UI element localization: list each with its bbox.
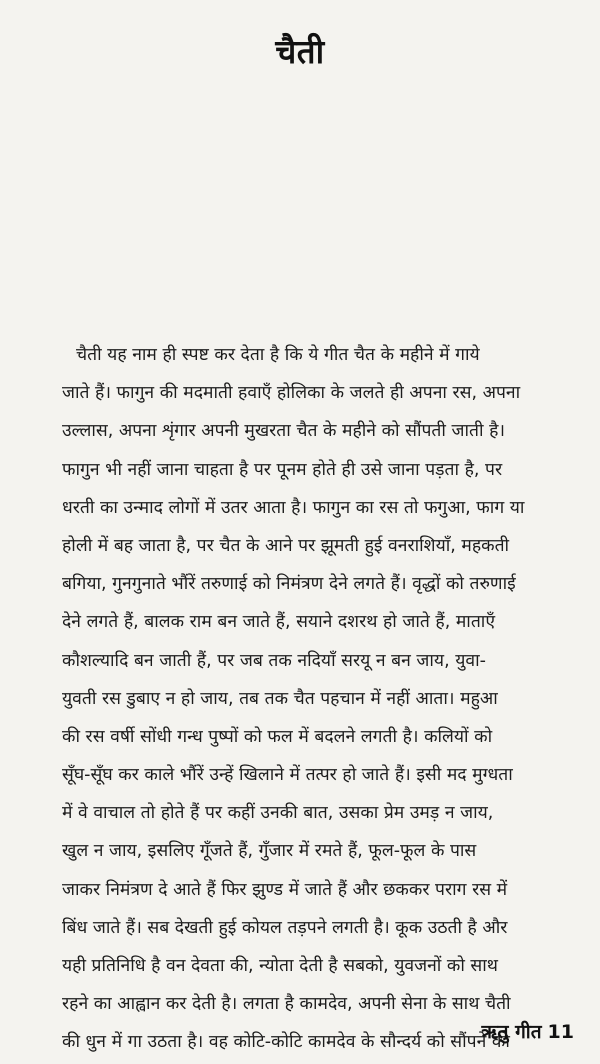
text-line: जाकर निमंत्रण दे आते हैं फिर झुण्ड में जाते हैं और छककर पराग रस में [62,879,508,900]
page-title: चैती [275,32,325,71]
text-line: बिंध जाते हैं। सब देखती हुई कोयल तड़पने लगती है। कूक उठती है और [62,917,508,938]
text-line: की रस वर्षी सोंधी गन्ध पुष्पों को फल में बदलने लगती है। कलियों को [62,726,493,747]
text-line: खुल न जाय, इसलिए गूँजते हैं, गुँजार में रमते हैं, फूल-फूल के पास [62,841,477,862]
text-line: चैती यह नाम ही स्पष्ट कर देता है कि ये गीत चैत के महीने में गाये [76,345,480,365]
book-title: ऋतु गीत [481,1021,542,1043]
text-line: कौशल्यादि बन जाती हैं, पर जब तक नदियाँ सरयू न बन जाय, युवा- [62,650,486,671]
text-line: सूँघ-सूँघ कर काले भौंरें उन्हें खिलाने में तत्पर हो जाते हैं। इसी मद मुग्धता [62,765,513,786]
text-line: होली में बह जाता है, पर चैत के आने पर झूमती हुई वनराशियाँ, महकती [62,535,510,556]
text-line: जाते हैं। फागुन की मदमाती हवाएँ होलिका के जलते ही अपना रस, अपना [62,383,521,404]
page-number: 11 [547,1021,574,1043]
text-line: में वे वाचाल तो होते हैं पर कहीं उनकी बात, उसका प्रेम उमड़ न जाय, [62,803,494,824]
body-paragraph [62,336,574,1062]
text-line: देने लगते हैं, बालक राम बन जाते हैं, सयाने दशरथ हो जाते हैं, माताएँ [62,612,496,633]
text-line: धरती का उन्माद लोगों में उतर आता है। फागुन का रस तो फगुआ, फाग या [62,497,525,518]
text-line: यही प्रतिनिधि है वन देवता की, न्योता देती है सबको, युवजनों को साथ [62,956,498,976]
text-line: की धुन में गा उठता है। वह कोटि-कोटि कामदेव के सौन्दर्य को सौंपने की [62,1032,510,1053]
text-line: रहने का आह्वान कर देती है। लगता है कामदेव, अपनी सेना के साथ चैती [62,994,511,1015]
text-line: बगिया, गुनगुनाते भौंरें तरुणाई को निमंत्रण देने लगते हैं। वृद्धों को तरुणाई [62,574,516,595]
page-footer [481,1018,574,1044]
text-line: फागुन भी नहीं जाना चाहता है पर पूनम होते ही उसे जाना पड़ता है, पर [62,459,503,480]
text-line: उल्लास, अपना शृंगार अपनी मुखरता चैत के महीने को सौंपती जाती है। [62,421,506,442]
text-line: युवती रस डुबाए न हो जाय, तब तक चैत पहचान में नहीं आता। महुआ [62,688,498,709]
